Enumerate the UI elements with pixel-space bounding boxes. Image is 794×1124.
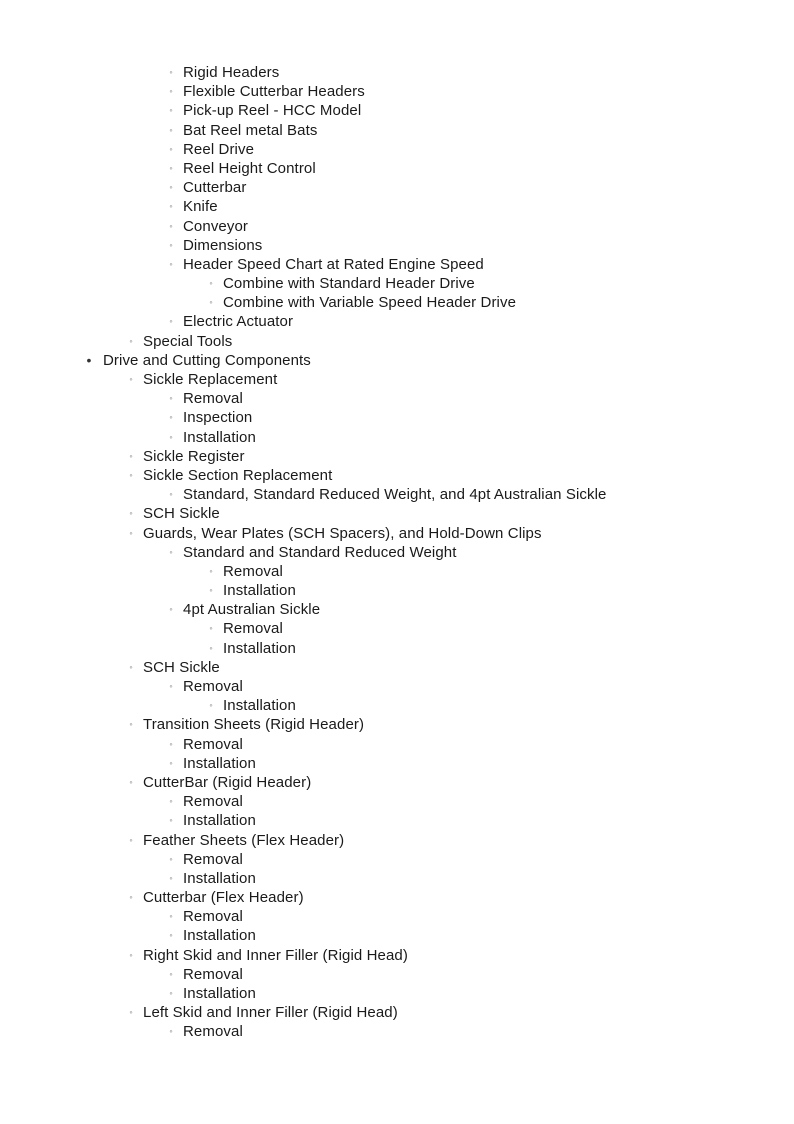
bullet-circle-icon: ◦: [129, 469, 133, 480]
toc-item-label: Cutterbar: [183, 179, 247, 197]
bullet-circle-icon: ◦: [169, 681, 173, 691]
toc-item[interactable]: [0, 485, 794, 504]
toc-item-label: Removal: [223, 562, 283, 580]
bullet-circle-icon: ◦: [129, 374, 133, 384]
bullet-circle-icon: ◦: [169, 316, 173, 327]
toc-item-label: Removal: [183, 678, 243, 695]
toc-item[interactable]: [0, 1003, 794, 1022]
toc-item-label: Electric Actuator: [183, 313, 294, 331]
toc-item[interactable]: [0, 428, 794, 447]
bullet-circle-icon: ◦: [169, 239, 173, 250]
bullet-circle-icon: ◦: [129, 949, 133, 960]
toc-item[interactable]: [0, 197, 794, 216]
toc-item[interactable]: [0, 735, 794, 754]
toc-item-label: Right Skid and Inner Filler (Rigid Head): [143, 946, 408, 964]
toc-item-label: Installation: [223, 697, 296, 715]
toc-item-label: Removal: [183, 850, 243, 868]
toc-item[interactable]: [0, 159, 794, 178]
toc-item-label: Dimensions: [183, 236, 263, 254]
toc-item[interactable]: [0, 543, 794, 562]
bullet-circle-icon: ◦: [129, 1007, 133, 1018]
toc-item-label: Removal: [183, 965, 243, 983]
toc-item-label: Knife: [183, 198, 218, 216]
toc-item-label: Standard, Standard Reduced Weight, and 4pt Australian Sickle: [183, 486, 607, 504]
bullet-circle-icon: ◦: [169, 86, 173, 97]
toc-item[interactable]: [0, 389, 794, 408]
bullet-circle-icon: ◦: [169, 1026, 173, 1037]
toc-item[interactable]: [0, 773, 794, 792]
toc-item-label: Installation: [223, 639, 296, 657]
toc-item[interactable]: [0, 408, 794, 427]
toc-item-label: Installation: [183, 754, 256, 772]
toc-item[interactable]: [0, 466, 794, 485]
toc-item-label: Removal: [183, 793, 243, 811]
toc-item-label: Combine with Variable Speed Header Drive: [223, 294, 517, 312]
toc-item-label: Header Speed Chart at Rated Engine Speed: [183, 255, 484, 273]
toc-item[interactable]: [0, 677, 794, 696]
bullet-disc-icon: •: [86, 351, 92, 368]
bullet-circle-icon: ◦: [169, 796, 173, 807]
bullet-circle-icon: ◦: [129, 508, 133, 519]
toc-item[interactable]: [0, 965, 794, 984]
toc-item-label: Transition Sheets (Rigid Header): [143, 716, 365, 734]
table-of-contents: [0, 63, 794, 1042]
toc-item[interactable]: [0, 658, 794, 677]
bullet-circle-icon: ◦: [129, 719, 133, 730]
toc-item[interactable]: [0, 581, 794, 600]
toc-item-label: Cutterbar (Flex Header): [143, 889, 304, 907]
toc-item[interactable]: [0, 447, 794, 466]
toc-item[interactable]: [0, 101, 794, 120]
bullet-circle-icon: ◦: [209, 278, 213, 289]
toc-item-label: SCH Sickle: [143, 658, 220, 676]
bullet-circle-icon: ◦: [129, 450, 133, 461]
toc-item[interactable]: [0, 831, 794, 850]
toc-item-label: Installation: [183, 812, 256, 830]
bullet-circle-icon: ◦: [169, 201, 173, 212]
toc-item-label: Installation: [223, 582, 296, 600]
bullet-circle-icon: ◦: [169, 258, 173, 269]
toc-item[interactable]: [0, 82, 794, 101]
toc-item[interactable]: [0, 715, 794, 734]
bullet-circle-icon: ◦: [169, 67, 173, 77]
bullet-circle-icon: ◦: [169, 930, 173, 941]
toc-item-label: Removal: [183, 390, 243, 408]
bullet-circle-icon: ◦: [169, 815, 173, 826]
toc-item-label: Rigid Headers: [183, 64, 280, 81]
toc-item-label: Removal: [223, 620, 283, 638]
toc-item[interactable]: [0, 907, 794, 926]
toc-item-label: Removal: [183, 908, 243, 926]
bullet-circle-icon: ◦: [169, 968, 173, 979]
bullet-circle-icon: ◦: [129, 892, 133, 903]
bullet-circle-icon: ◦: [129, 661, 133, 672]
bullet-circle-icon: ◦: [209, 700, 213, 711]
bullet-circle-icon: ◦: [169, 988, 173, 998]
toc-item[interactable]: [0, 121, 794, 140]
toc-item-label: Removal: [183, 735, 243, 753]
toc-item-label: 4pt Australian Sickle: [183, 601, 321, 619]
toc-item[interactable]: [0, 351, 794, 370]
toc-item[interactable]: [0, 63, 794, 82]
toc-item-label: Bat Reel metal Bats: [183, 121, 318, 139]
toc-item-label: Combine with Standard Header Drive: [223, 275, 475, 293]
toc-item-label: Drive and Cutting Components: [103, 351, 311, 369]
toc-item-label: Installation: [183, 428, 256, 446]
toc-item-label: CutterBar (Rigid Header): [143, 773, 312, 791]
toc-item[interactable]: [0, 524, 794, 543]
bullet-circle-icon: ◦: [169, 489, 173, 500]
toc-item[interactable]: [0, 178, 794, 197]
toc-item-label: Guards, Wear Plates (SCH Spacers), and Hold-Down Clips: [143, 524, 542, 542]
bullet-circle-icon: ◦: [169, 105, 173, 116]
toc-item[interactable]: [0, 946, 794, 965]
toc-item[interactable]: [0, 619, 794, 638]
toc-item[interactable]: [0, 926, 794, 945]
toc-item[interactable]: [0, 562, 794, 581]
toc-item[interactable]: [0, 293, 794, 312]
toc-item[interactable]: [0, 869, 794, 888]
toc-item-label: Installation: [183, 869, 256, 887]
toc-item[interactable]: [0, 236, 794, 255]
bullet-circle-icon: ◦: [209, 297, 213, 308]
toc-item-label: Left Skid and Inner Filler (Rigid Head): [143, 1004, 398, 1022]
toc-item[interactable]: [0, 370, 794, 389]
toc-item[interactable]: [0, 639, 794, 658]
bullet-circle-icon: ◦: [169, 162, 173, 173]
toc-item[interactable]: [0, 850, 794, 869]
bullet-circle-icon: ◦: [209, 642, 213, 653]
bullet-circle-icon: ◦: [129, 834, 133, 845]
bullet-circle-icon: ◦: [129, 776, 133, 787]
bullet-circle-icon: ◦: [169, 872, 173, 883]
bullet-circle-icon: ◦: [169, 412, 173, 423]
bullet-circle-icon: ◦: [169, 220, 173, 231]
toc-item-label: Installation: [183, 927, 256, 945]
toc-item[interactable]: [0, 984, 794, 1003]
toc-item[interactable]: [0, 332, 794, 351]
bullet-circle-icon: ◦: [169, 393, 173, 404]
bullet-circle-icon: ◦: [169, 124, 173, 135]
toc-item-label: Installation: [183, 985, 256, 1002]
toc-item-label: Conveyor: [183, 217, 248, 235]
toc-item[interactable]: [0, 754, 794, 773]
toc-item-label: Standard and Standard Reduced Weight: [183, 543, 457, 561]
bullet-circle-icon: ◦: [169, 911, 173, 922]
toc-item[interactable]: [0, 696, 794, 715]
toc-item[interactable]: [0, 274, 794, 293]
toc-item[interactable]: [0, 600, 794, 619]
toc-item[interactable]: [0, 140, 794, 159]
bullet-circle-icon: ◦: [169, 853, 173, 864]
toc-item-label: Feather Sheets (Flex Header): [143, 831, 345, 849]
toc-item[interactable]: [0, 217, 794, 236]
toc-item[interactable]: [0, 312, 794, 331]
bullet-circle-icon: ◦: [169, 604, 173, 615]
bullet-circle-icon: ◦: [209, 565, 213, 576]
toc-item[interactable]: [0, 1022, 794, 1041]
toc-item-label: Flexible Cutterbar Headers: [183, 83, 365, 101]
bullet-circle-icon: ◦: [169, 431, 173, 442]
bullet-circle-icon: ◦: [169, 143, 173, 154]
toc-item-label: Removal: [183, 1023, 243, 1041]
bullet-circle-icon: ◦: [209, 585, 213, 596]
bullet-circle-icon: ◦: [169, 182, 173, 193]
bullet-circle-icon: ◦: [209, 623, 213, 634]
toc-item[interactable]: [0, 792, 794, 811]
toc-item-label: Inspection: [183, 409, 253, 427]
toc-item[interactable]: [0, 255, 794, 274]
toc-item-label: SCH Sickle: [143, 505, 220, 523]
toc-item-label: Sickle Section Replacement: [143, 466, 333, 484]
toc-item-label: Reel Height Control: [183, 159, 316, 177]
bullet-circle-icon: ◦: [169, 738, 173, 749]
toc-item[interactable]: [0, 504, 794, 523]
toc-item-label: Sickle Replacement: [143, 371, 278, 388]
bullet-circle-icon: ◦: [169, 546, 173, 557]
toc-item-label: Sickle Register: [143, 447, 245, 465]
toc-item[interactable]: [0, 811, 794, 830]
toc-item-label: Pick-up Reel - HCC Model: [183, 102, 362, 120]
bullet-circle-icon: ◦: [129, 335, 133, 346]
toc-item-label: Reel Drive: [183, 140, 255, 158]
toc-item[interactable]: [0, 888, 794, 907]
bullet-circle-icon: ◦: [129, 527, 133, 538]
bullet-circle-icon: ◦: [169, 757, 173, 768]
toc-item-label: Special Tools: [143, 332, 233, 350]
